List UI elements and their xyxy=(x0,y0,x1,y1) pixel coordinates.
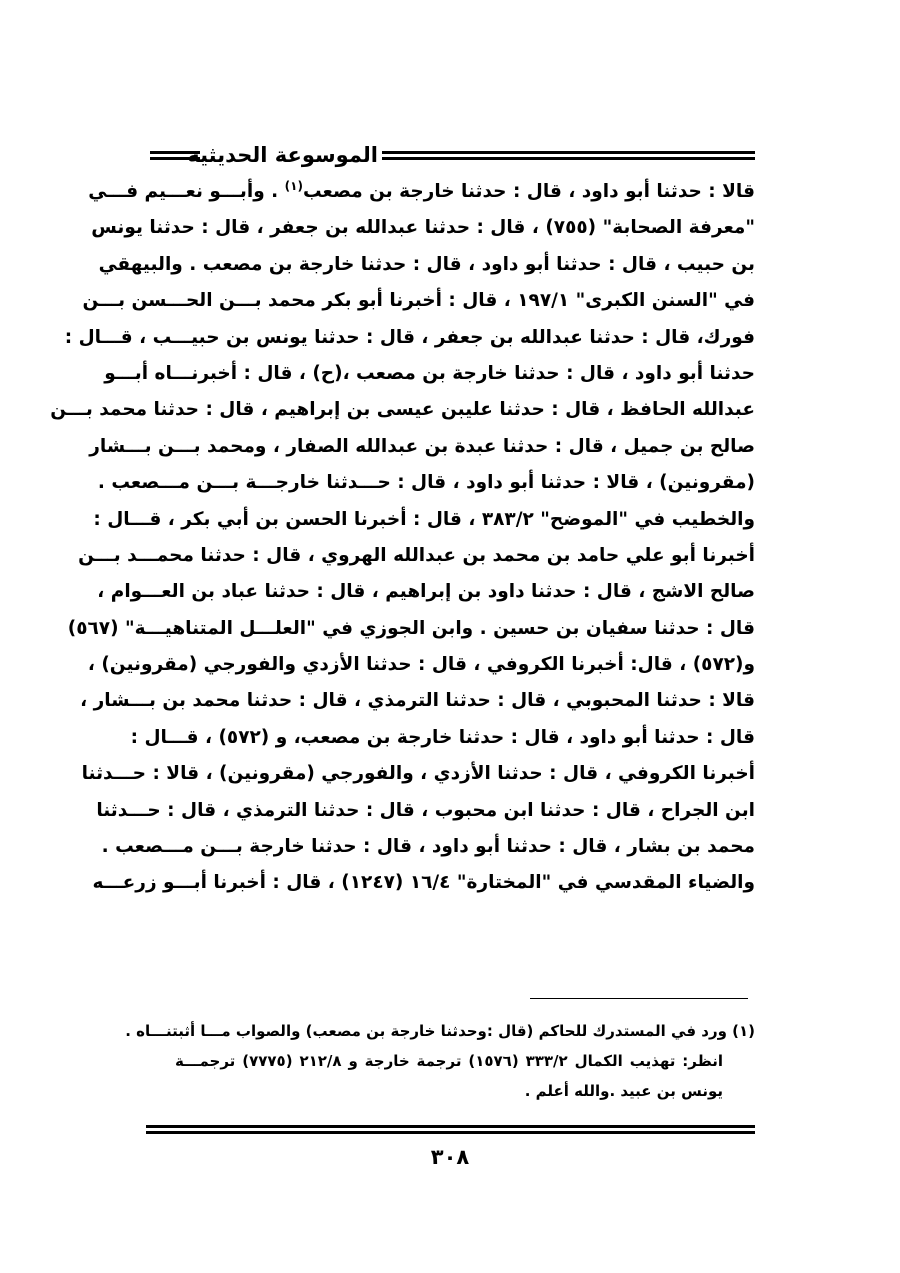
page-number: ٣٠٨ xyxy=(430,1145,470,1169)
text-line: عبدالله الحافظ ، قال : حدثنا عليبن عيسى بن إبراهيم ، قال : حدثنا محمد بـــن xyxy=(50,399,755,421)
text-line xyxy=(88,174,755,210)
text-line: في "السنن الكبرى" ١٩٧/١ ، قال : أخبرنا أبو بكر محمد بـــن الحـــسن بـــن xyxy=(82,290,755,312)
footnote-line: (١) ورد في المستدرك للحاكم (قال :وحدثنا خارجة بن مصعب) والصواب مـــا أثبتنـــاه . xyxy=(125,1022,755,1040)
text-line: حدثنا أبو داود ، قال : حدثنا خارجة بن مصعب ،(ح) ، قال : أخبرنـــاه أبـــو xyxy=(104,362,755,384)
footnotes xyxy=(125,1016,755,1106)
header-double-rule-right xyxy=(382,151,755,160)
text-line: صالح بن جميل ، قال : حدثنا عبدة بن عبدالله الصفار ، ومحمد بـــن بـــشار xyxy=(89,435,755,457)
text-line: و(٥٧٢) ، قال: أخبرنا الكروفي ، قال : حدثنا الأزدي والفورجي (مقرونين) ، xyxy=(87,654,755,676)
footnote-line: يونس بن عبيد .والله أعلم . xyxy=(524,1082,723,1100)
text-line: (مقرونين) ، قالا : حدثنا أبو داود ، قال : حـــدثنا خارجـــة بـــن مـــصعب . xyxy=(97,472,755,494)
footnote-separator xyxy=(530,998,748,999)
text-line: صالح الاشج ، قال : حدثنا داود بن إبراهيم ، قال : حدثنا عباد بن العـــوام ، xyxy=(97,581,755,603)
text-segment: . وأبـــو نعـــيم فـــي xyxy=(88,181,285,202)
text-line: محمد بن بشار ، قال : حدثنا أبو داود ، قال : حدثنا خارجة بـــن مـــصعب . xyxy=(101,836,755,858)
text-line: أخبرنا الكروفي ، قال : حدثنا الأزدي ، والفورجي (مقرونين) ، قالا : حـــدثنا xyxy=(81,763,755,785)
footer-double-rule xyxy=(146,1125,755,1134)
main-text xyxy=(50,174,755,902)
text-line: قالا : حدثنا المحبوبي ، قال : حدثنا الترمذي ، قال : حدثنا محمد بن بـــشار ، xyxy=(80,690,755,712)
footnote-line: انظر: تهذيب الكمال ٣٣٣/٢ (١٥٧٦) ترجمة خارجة و ٢١٢/٨ (٧٧٧٥) ترجمـــة xyxy=(175,1052,724,1070)
text-line: والخطيب في "الموضح" ٣٨٣/٢ ، قال : أخبرنا الحسن بن أبي بكر ، قـــال : xyxy=(93,508,755,530)
running-header xyxy=(150,140,755,170)
text-line: فورك، قال : حدثنا عبدالله بن جعفر ، قال : حدثنا يونس بن حبيـــب ، قـــال : xyxy=(64,326,755,348)
text-line: أخبرنا أبو علي حامد بن محمد بن عبدالله الهروي ، قال : حدثنا محمـــد بـــن xyxy=(78,544,755,566)
header-title: الموسوعة الحديثية xyxy=(187,143,378,167)
text-line: قال : حدثنا أبو داود ، قال : حدثنا خارجة بن مصعب، و (٥٧٢) ، قـــال : xyxy=(130,726,755,748)
text-line: ابن الجراح ، قال : حدثنا ابن محبوب ، قال : حدثنا الترمذي ، قال : حـــدثنا xyxy=(96,799,755,821)
text-line: "معرفة الصحابة" (٧٥٥) ، قال : حدثنا عبدالله بن جعفر ، قال : حدثنا يونس xyxy=(91,217,755,239)
text-line: بن حبيب ، قال : حدثنا أبو داود ، قال : حدثنا خارجة بن مصعب . والبيهقي xyxy=(98,253,755,275)
text-segment: قالا : حدثنا أبو داود ، قال : حدثنا خارجة بن مصعب xyxy=(302,181,755,202)
footnote-reference[interactable]: (١) xyxy=(284,178,303,193)
text-line: قال : حدثنا سفيان بن حسين . وابن الجوزي في "العلـــل المتناهيـــة" (٥٦٧) xyxy=(67,617,755,639)
text-line: والضياء المقدسي في "المختارة" ١٦/٤ (١٢٤٧) ، قال : أخبرنا أبـــو زرعـــه xyxy=(92,872,755,894)
